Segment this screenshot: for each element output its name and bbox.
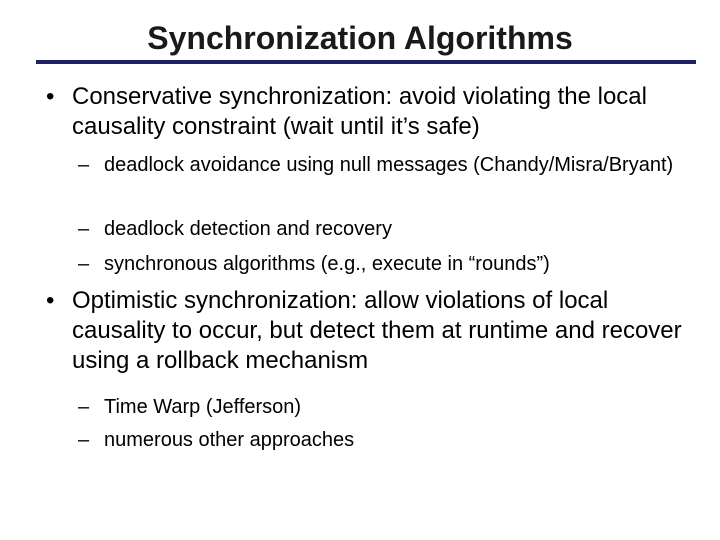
sub-bullet-text: numerous other approaches bbox=[104, 429, 355, 451]
sub-bullet-synchronous bbox=[78, 251, 704, 277]
bullet-conservative bbox=[46, 82, 702, 142]
sub-bullet-other-approaches bbox=[78, 427, 704, 453]
sub-bullet-text: synchronous algorithms (e.g., execute in “rounds”) bbox=[104, 253, 550, 275]
sub-bullet-mark: – bbox=[78, 253, 90, 275]
bullet-text: Optimistic synchronization: allow violations of local causality to occur, but detect them at runtime and recover using a rollback mechanism bbox=[72, 287, 682, 374]
sub-bullet-text: Time Warp (Jefferson) bbox=[104, 396, 302, 418]
sub-bullet-mark: – bbox=[78, 154, 90, 176]
bullet-mark: • bbox=[46, 287, 55, 314]
title-underline bbox=[36, 60, 696, 64]
bullet-text: Conservative synchronization: avoid violating the local causality constraint (wait until it’s safe) bbox=[72, 83, 647, 140]
sub-bullet-text: deadlock detection and recovery bbox=[104, 218, 392, 240]
sub-bullet-mark: – bbox=[78, 396, 90, 418]
bullet-optimistic bbox=[46, 286, 702, 376]
sub-bullet-null-messages bbox=[78, 152, 704, 178]
sub-bullet-mark: – bbox=[78, 218, 90, 240]
sub-bullet-detection bbox=[78, 216, 704, 242]
sub-bullet-time-warp bbox=[78, 394, 704, 420]
bullet-mark: • bbox=[46, 83, 55, 110]
sub-bullet-text: deadlock avoidance using null messages (Chandy/Misra/Bryant) bbox=[104, 154, 674, 176]
slide-title: Synchronization Algorithms bbox=[147, 20, 573, 56]
sub-bullet-mark: – bbox=[78, 429, 90, 451]
